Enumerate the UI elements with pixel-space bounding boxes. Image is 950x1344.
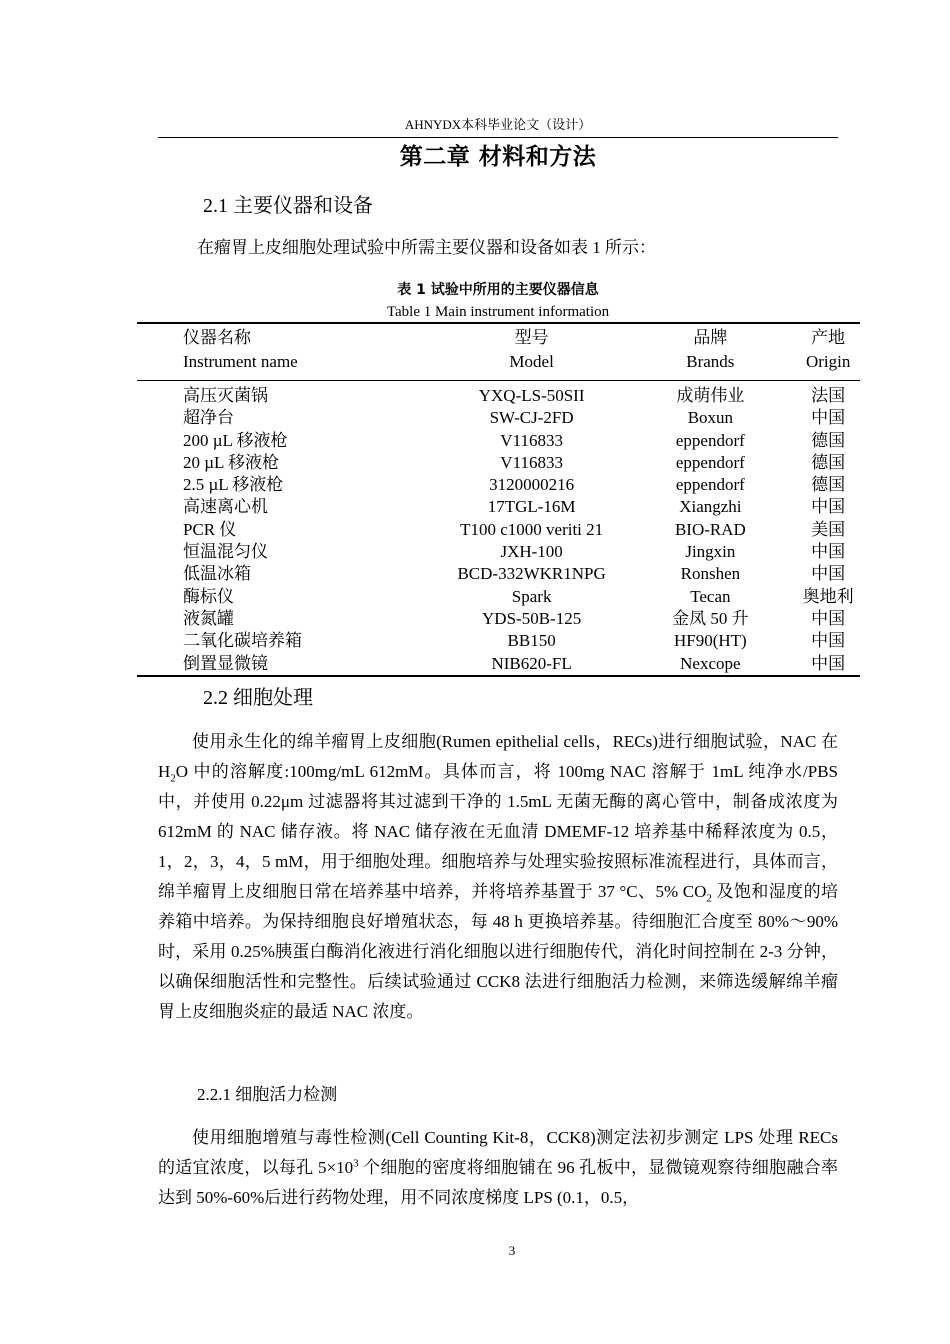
- instrument-name-cell: 酶标仪: [183, 586, 234, 606]
- table-row: [137, 496, 860, 518]
- column-header-brand-cn: 品牌: [693, 328, 728, 347]
- table-row: [137, 474, 860, 496]
- origin-cell: 中国: [811, 608, 846, 628]
- origin-cell: 中国: [811, 542, 846, 562]
- subscript-2: 2: [170, 772, 176, 785]
- chapter-title: 第二章 材料和方法: [399, 144, 597, 170]
- column-header-brand-en: Brands: [686, 352, 735, 371]
- brand-cell: HF90(HT): [674, 631, 747, 651]
- superscript-3: 3: [353, 1157, 359, 1170]
- origin-cell: 德国: [811, 430, 846, 450]
- model-cell: V116833: [500, 452, 563, 472]
- para-text-part-3: 及饱和湿度的培养箱中培养。为保持细胞良好增殖状态，每 48 h 更换培养基。待细胞汇合度至 80%～90%时，采用 0.25%胰蛋白酶消化液进行消化细胞以进行细胞传代，消化时间控制在 2-3 分钟，以确保细胞活性和完整性。后续试验通过 CCK8 法进行细胞活力检测，来筛选缓解绵羊瘤胃上皮细胞炎症的最适 NAC 浓度。: [158, 882, 838, 1021]
- model-cell: 17TGL-16M: [487, 497, 576, 517]
- table-intro-text: 在瘤胃上皮细胞处理试验中所需主要仪器和设备如表 1 所示：: [197, 238, 656, 257]
- origin-cell: 中国: [811, 653, 846, 673]
- running-header: AHNYDX本科毕业论文（设计）: [404, 117, 592, 132]
- origin-cell: 中国: [811, 564, 846, 584]
- instrument-name-cell: 20 µL 移液枪: [183, 452, 280, 472]
- origin-cell: 中国: [811, 408, 846, 428]
- model-cell: BCD-332WKR1NPG: [457, 564, 606, 584]
- table-row: [137, 430, 860, 452]
- table-row: [137, 519, 860, 541]
- table-row: [137, 407, 860, 429]
- section-heading-2-1: 2.1 主要仪器和设备: [203, 195, 373, 217]
- table-row: [137, 630, 860, 652]
- instrument-name-cell: 恒温混匀仪: [183, 542, 268, 562]
- model-cell: T100 c1000 veriti 21: [460, 519, 604, 539]
- instrument-name-cell: 高压灭菌锅: [183, 386, 268, 405]
- model-cell: JXH-100: [500, 542, 563, 562]
- model-cell: SW-CJ-2FD: [489, 408, 574, 428]
- origin-cell: 德国: [811, 475, 846, 495]
- table-row: [137, 563, 860, 585]
- model-cell: BB150: [507, 631, 556, 651]
- brand-cell: eppendorf: [675, 452, 745, 472]
- column-header-origin-cn: 产地: [811, 328, 846, 347]
- brand-cell: Ronshen: [680, 564, 741, 584]
- origin-cell: 德国: [811, 452, 846, 472]
- table-caption-en: Table 1 Main instrument information: [386, 304, 610, 320]
- brand-cell: Tecan: [690, 586, 731, 606]
- table-row: [137, 608, 860, 630]
- para-text-part-2: 个细胞的密度将细胞铺在 96 孔板中，显微镜观察待细胞融合率达到 50%-60%后进行药物处理，用不同浓度梯度 LPS (0.1，0.5，: [158, 1158, 838, 1207]
- column-header-model-cn: 型号: [514, 328, 549, 347]
- model-cell: YXQ-LS-50SII: [478, 386, 585, 405]
- model-cell: Spark: [511, 586, 552, 606]
- section-heading-2-2-1: 2.2.1 细胞活力检测: [197, 1085, 338, 1104]
- instrument-name-cell: 超净台: [183, 408, 234, 428]
- brand-cell: Boxun: [687, 408, 734, 428]
- instrument-table: [137, 322, 860, 677]
- table-row: [137, 452, 860, 474]
- body-paragraph-cell-viability: [158, 1123, 838, 1213]
- para-text-part-2: O 中的溶解度:100mg/mL 612mM。具体而言，将 100mg NAC 溶解于 1mL 纯净水/PBS 中，并使用 0.22μm 过滤器将其过滤到干净的 1.5mL 无菌无酶的离心管中，制备成浓度为 612mM 的 NAC 储存液。将 NAC 储存液在无血清 DMEMF-12 培养基中稀释浓度为 0.5，1，2，3，4，5 mM，用于细胞处理。细胞培养与处理实验按照标准流程进行，具体而言，绵羊瘤胃上皮细胞日常在培养基中培养，并将培养基置于 37 °C、5% CO: [158, 762, 838, 901]
- model-cell: NIB620-FL: [491, 653, 572, 673]
- table-row: [137, 381, 860, 408]
- section-heading-2-2: 2.2 细胞处理: [203, 687, 313, 709]
- body-paragraph-cell-treatment: [158, 727, 838, 1027]
- instrument-name-cell: 二氧化碳培养箱: [183, 631, 302, 651]
- model-cell: YDS-50B-125: [482, 608, 582, 628]
- column-header-model-en: Model: [509, 352, 554, 371]
- column-header-name-en: Instrument name: [183, 352, 298, 371]
- brand-cell: Nexcope: [680, 653, 741, 673]
- table-row: [137, 586, 860, 608]
- brand-cell: 金凤 50 升: [672, 608, 749, 628]
- instrument-name-cell: 2.5 µL 移液枪: [183, 475, 284, 495]
- brand-cell: 成萌伟业: [676, 386, 745, 405]
- model-cell: 3120000216: [489, 475, 575, 495]
- para-text-part-1: 使用细胞增殖与毒性检测(Cell Counting Kit-8，CCK8)测定法初步测定 LPS 处理 RECs 的适宜浓度，以每孔 5×10: [158, 1128, 838, 1177]
- table-row: [137, 653, 860, 676]
- page-number: 3: [508, 1243, 516, 1258]
- table-header-row-en: [137, 350, 860, 381]
- brand-cell: BIO-RAD: [674, 519, 746, 539]
- origin-cell: 法国: [811, 386, 846, 405]
- instrument-name-cell: 液氮罐: [183, 608, 234, 628]
- brand-cell: eppendorf: [675, 430, 745, 450]
- para-text-part-1: 使用永生化的绵羊瘤胃上皮细胞(Rumen epithelial cells，RECs)进行细胞试验，NAC 在 H: [158, 732, 838, 781]
- brand-cell: Xiangzhi: [679, 497, 742, 517]
- brand-cell: Jingxin: [685, 542, 736, 562]
- origin-cell: 中国: [811, 497, 846, 517]
- table-caption-cn: 表 1 试验中所用的主要仪器信息: [397, 282, 599, 298]
- instrument-name-cell: PCR 仪: [183, 519, 237, 539]
- subscript-2b: 2: [706, 892, 712, 905]
- model-cell: V116833: [500, 430, 563, 450]
- brand-cell: eppendorf: [675, 475, 745, 495]
- origin-cell: 奥地利: [802, 586, 854, 606]
- instrument-name-cell: 倒置显微镜: [183, 653, 268, 673]
- table-body: [137, 381, 860, 676]
- header-rule: [158, 137, 838, 138]
- instrument-name-cell: 低温冰箱: [183, 564, 251, 584]
- column-header-name-cn: 仪器名称: [183, 328, 251, 347]
- table-row: [137, 541, 860, 563]
- origin-cell: 中国: [811, 631, 846, 651]
- table-header-row-cn: [137, 323, 860, 350]
- column-header-origin-en: Origin: [805, 352, 851, 371]
- origin-cell: 美国: [811, 519, 846, 539]
- instrument-name-cell: 200 µL 移液枪: [183, 430, 288, 450]
- instrument-name-cell: 高速离心机: [183, 497, 268, 517]
